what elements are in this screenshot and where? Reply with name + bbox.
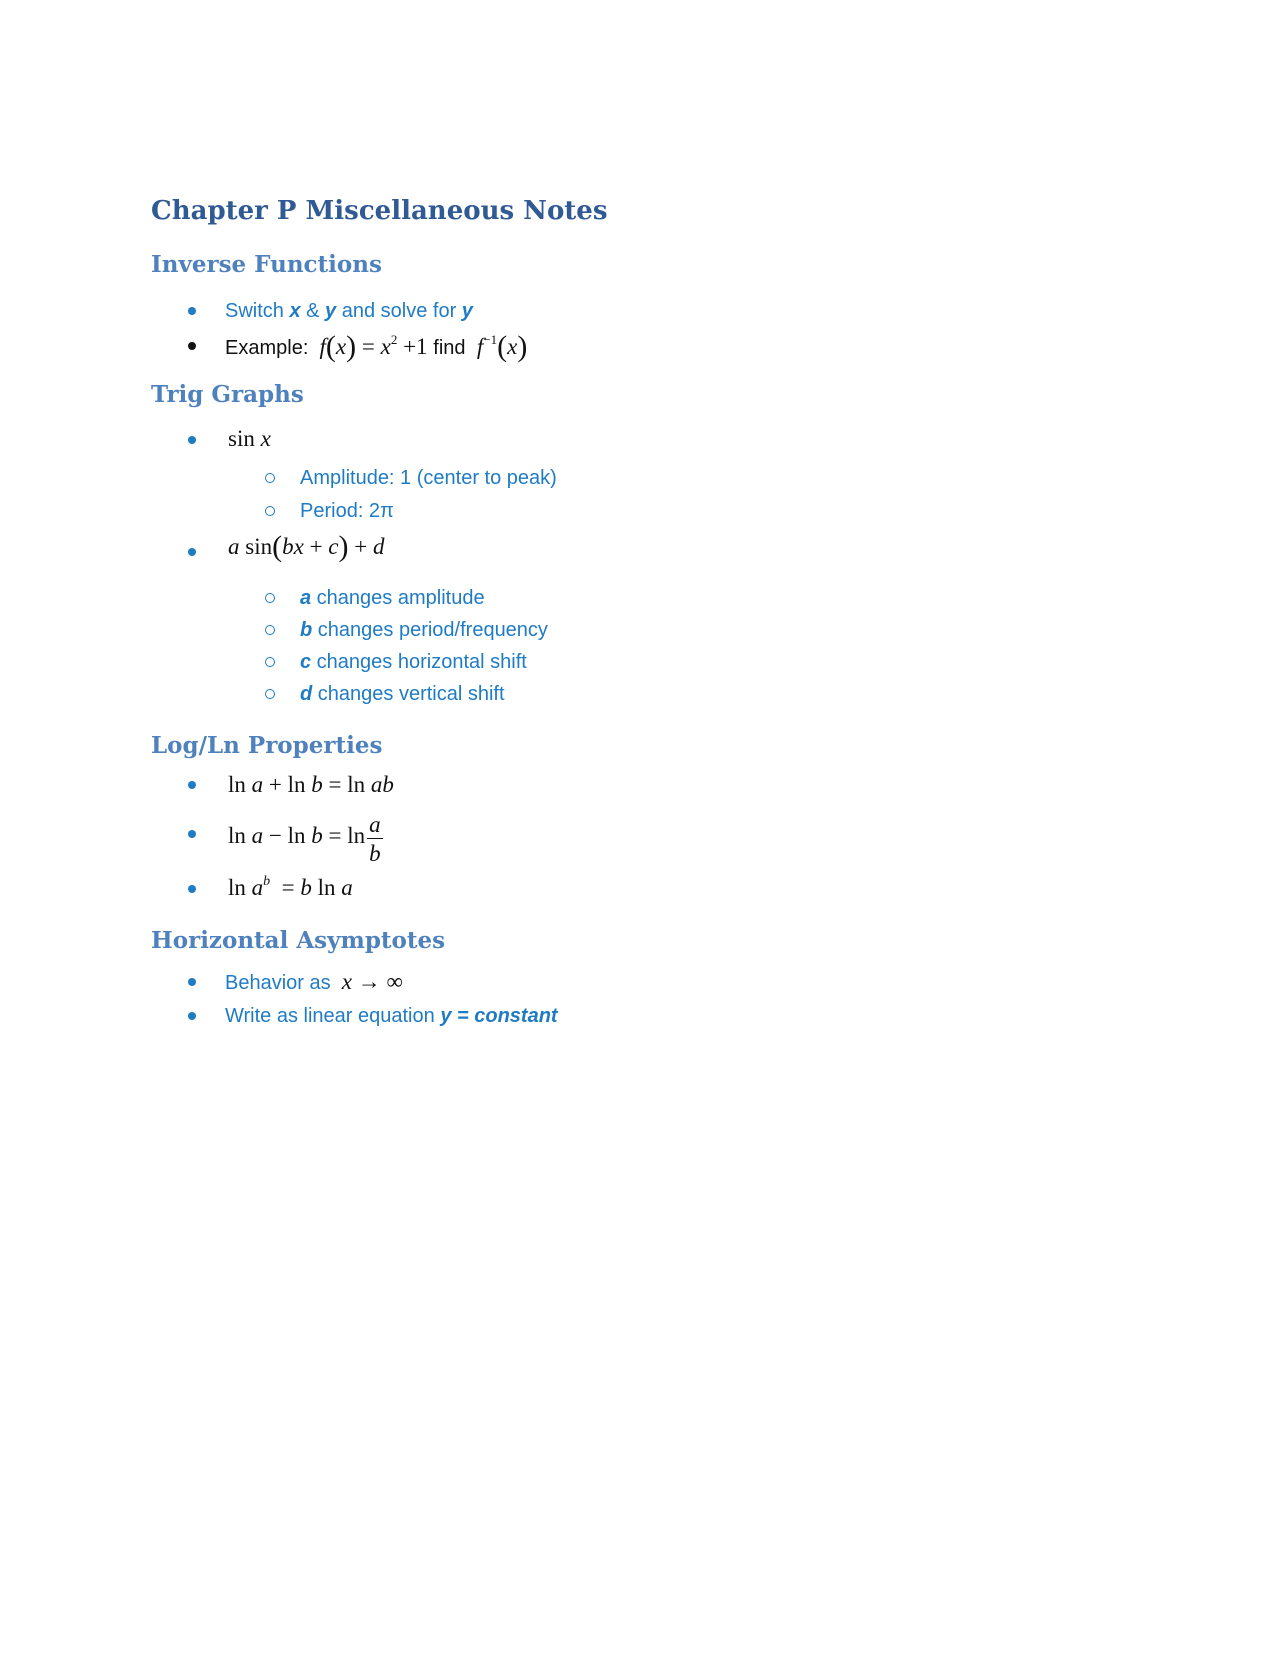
amplitude-text: Amplitude: 1 (center to peak) bbox=[300, 467, 557, 489]
sin-x-formula: sin x bbox=[228, 426, 271, 451]
example-equation: f bbox=[319, 334, 326, 359]
example-find: find bbox=[433, 337, 466, 359]
limit-expression: x bbox=[341, 969, 352, 994]
sub-item-a-changes: a changes amplitude bbox=[0, 582, 1280, 614]
circle-bullet-icon bbox=[265, 593, 275, 603]
sub-item-d-changes: d changes vertical shift bbox=[0, 678, 1280, 710]
log-difference-formula: ln a − ln b = ln $\frac{a}{b}$ bbox=[228, 811, 381, 866]
bullet-icon bbox=[188, 342, 196, 350]
list-item-switch-xy bbox=[0, 295, 1280, 327]
sub-item-amplitude bbox=[0, 462, 1280, 494]
list-item-log-difference bbox=[0, 806, 1280, 866]
sub-item-c-changes: c changes horizontal shift bbox=[0, 646, 1280, 678]
list-item-log-sum bbox=[0, 768, 1280, 800]
circle-bullet-icon bbox=[265, 657, 275, 667]
period-text: Period: 2π bbox=[300, 500, 394, 522]
heading-inverse-functions: Inverse Functions bbox=[151, 251, 382, 278]
bullet-icon bbox=[188, 548, 196, 556]
sub-item-b-changes: b changes period/frequency bbox=[0, 614, 1280, 646]
heading-log-ln-properties: Log/Ln Properties bbox=[151, 732, 383, 759]
list-item-log-power bbox=[0, 871, 1280, 903]
bullet-icon bbox=[188, 781, 196, 789]
circle-bullet-icon bbox=[265, 689, 275, 699]
circle-bullet-icon bbox=[265, 625, 275, 635]
behavior-text: Behavior as x → ∞ bbox=[225, 969, 403, 994]
bullet-icon bbox=[188, 1012, 196, 1020]
list-item-behavior bbox=[0, 966, 1280, 998]
circle-bullet-icon bbox=[265, 506, 275, 516]
bullet-icon bbox=[188, 436, 196, 444]
heading-horizontal-asymptotes: Horizontal Asymptotes bbox=[151, 927, 446, 954]
bullet-icon bbox=[188, 885, 196, 893]
list-item-example bbox=[0, 330, 1280, 362]
example-label: Example: bbox=[225, 337, 309, 359]
general-sin-formula: a sin(bx + c) + d bbox=[228, 530, 385, 563]
list-item-linear-equation bbox=[0, 1000, 1280, 1032]
switch-xy-text: Switch x & y and solve for y bbox=[225, 300, 473, 322]
bullet-icon bbox=[188, 307, 196, 315]
example-text: Example: $f(x) = x^2 +1$ find $f^{-1}(x)$ bbox=[225, 330, 528, 363]
inverse-notation: f bbox=[471, 334, 484, 359]
list-item-sin-x bbox=[0, 424, 1280, 456]
log-sum-formula: ln a + ln b = ln ab bbox=[228, 772, 394, 797]
list-item-general-sin bbox=[0, 530, 1280, 568]
sub-item-period bbox=[0, 495, 1280, 527]
circle-bullet-icon bbox=[265, 473, 275, 483]
bullet-icon bbox=[188, 830, 196, 838]
linear-equation-text: Write as linear equation y = constant bbox=[225, 1005, 558, 1027]
bullet-icon bbox=[188, 978, 196, 986]
page-title: Chapter P Miscellaneous Notes bbox=[151, 196, 608, 226]
fraction-a-over-b: $\frac{a}{b}$ bbox=[369, 811, 381, 866]
heading-trig-graphs: Trig Graphs bbox=[151, 381, 304, 408]
log-power-formula: $\ln a^b = b$ ln a bbox=[228, 874, 353, 900]
